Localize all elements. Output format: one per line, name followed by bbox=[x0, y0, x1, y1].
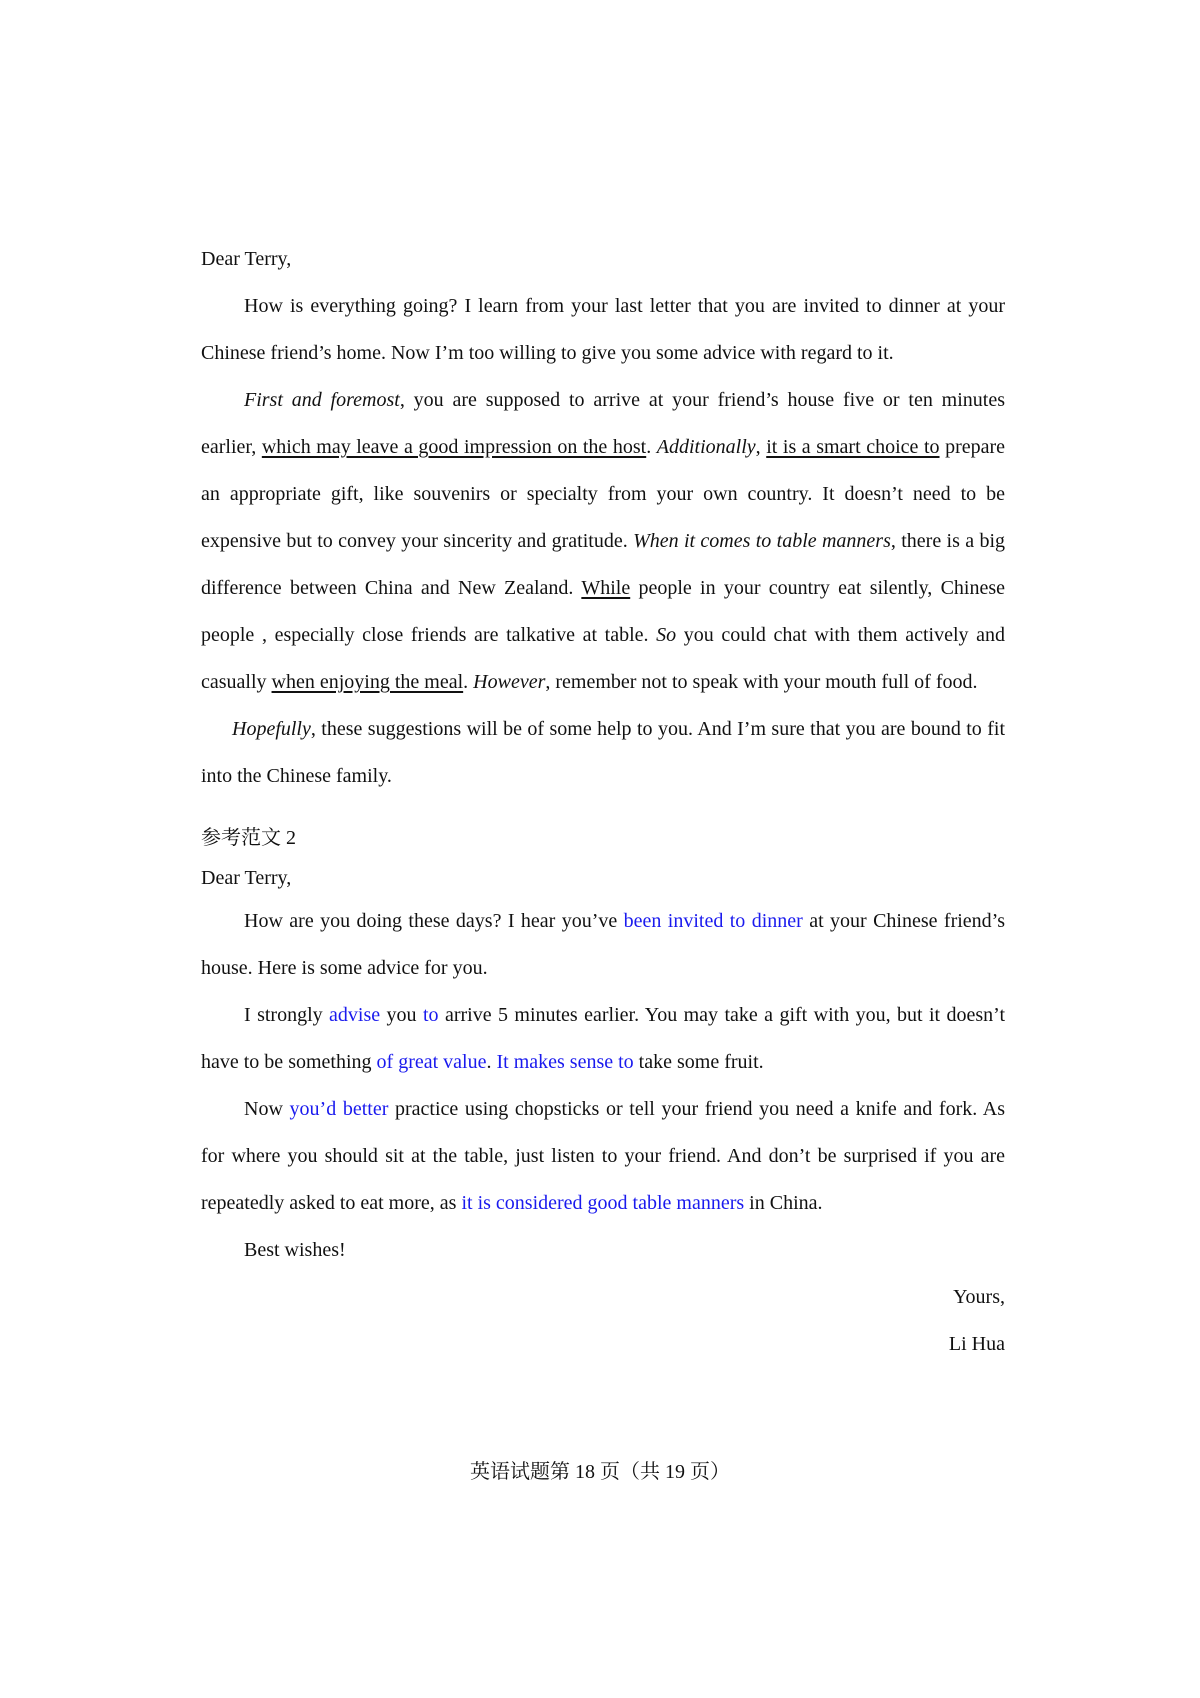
text-run: How are you doing these days? I hear you’ve bbox=[244, 910, 624, 932]
text-run: , remember not to speak with your mouth full of food. bbox=[545, 671, 978, 693]
text-run: people in your country eat silently, Chinese people , especially close friends are talkative at table. bbox=[201, 577, 1005, 646]
text-run: at your Chinese friend’s house. Here is some advice for you. bbox=[201, 910, 1005, 979]
letter2-signature: Li Hua bbox=[948, 1333, 1005, 1355]
text-run: , you are supposed to arrive at your friend’s house five or ten minutes earlier, bbox=[201, 389, 1005, 458]
italic-phrase: When it comes to table manners bbox=[633, 530, 891, 552]
text-run: I strongly bbox=[244, 1004, 330, 1026]
letter2-salutation: Dear Terry, bbox=[201, 867, 292, 889]
sample-essay-heading: 参考范文 2 bbox=[201, 827, 296, 849]
underlined-phrase: it is a smart choice to bbox=[766, 436, 940, 458]
text-run: take some fruit. bbox=[633, 1051, 764, 1073]
highlighted-phrase: of great value bbox=[376, 1051, 487, 1073]
letter1-paragraph-3 bbox=[201, 706, 1005, 800]
italic-phrase: First and foremost bbox=[244, 389, 400, 411]
italic-phrase: However bbox=[473, 671, 546, 693]
highlighted-phrase: It makes sense to bbox=[496, 1051, 634, 1073]
letter2-signoff: Yours, bbox=[953, 1286, 1005, 1308]
text-run: prepare an appropriate gift, like souvenirs or specialty from your own country. It doesn’t need to be expensive but to convey your sincerity and gratitude. bbox=[201, 436, 1006, 552]
italic-phrase: Hopefully bbox=[232, 718, 311, 740]
letter1-paragraph-2 bbox=[201, 377, 1005, 706]
text-run: How is everything going? I learn from your last letter that you are invited to dinner at your Chinese friend’s home. Now I’m too willing to give you some advice with regard to it. bbox=[201, 295, 1005, 364]
highlighted-phrase: to bbox=[422, 1004, 439, 1026]
text-run: . bbox=[486, 1051, 497, 1073]
text-run: you could chat with them actively and casually bbox=[201, 624, 1006, 693]
letter1-paragraph-1 bbox=[201, 283, 1005, 377]
highlighted-phrase: been invited to dinner bbox=[623, 910, 803, 932]
highlighted-phrase: it is considered good table manners bbox=[461, 1192, 745, 1214]
underlined-phrase: While bbox=[581, 577, 631, 599]
text-run: , there is a big difference between China and New Zealand. bbox=[201, 530, 1005, 599]
text-run: you bbox=[380, 1004, 423, 1026]
underlined-phrase: which may leave a good impression on the host bbox=[261, 436, 647, 458]
letter2-paragraph-1 bbox=[201, 898, 1005, 992]
letter1-salutation: Dear Terry, bbox=[201, 248, 292, 270]
text-run: in China. bbox=[744, 1192, 823, 1214]
underlined-phrase: when enjoying the meal bbox=[271, 671, 464, 693]
highlighted-phrase: advise bbox=[329, 1004, 381, 1026]
italic-phrase: Additionally bbox=[656, 436, 756, 458]
text-run: arrive 5 minutes earlier. You may take a gift with you, but it doesn’t have to be something bbox=[201, 1004, 1006, 1073]
document-body bbox=[201, 236, 1005, 1368]
text-run: . bbox=[463, 671, 474, 693]
letter2-paragraph-2 bbox=[201, 992, 1005, 1086]
highlighted-phrase: you’d better bbox=[289, 1098, 389, 1120]
letter2-paragraph-3 bbox=[201, 1086, 1005, 1227]
text-run: . bbox=[646, 436, 657, 458]
text-run: practice using chopsticks or tell your friend you need a knife and fork. As for where you should sit at the table, just listen to your friend. And don’t be surprised if you are repeatedly asked to eat more, as bbox=[201, 1098, 1005, 1214]
letter2-closing: Best wishes! bbox=[244, 1239, 346, 1261]
page-footer: 英语试题第 18 页（共 19 页） bbox=[470, 1461, 730, 1483]
text-run: , these suggestions will be of some help to you. And I’m sure that you are bound to fit into the Chinese family. bbox=[201, 718, 1005, 787]
italic-phrase: So bbox=[656, 624, 677, 646]
text-run: , bbox=[755, 436, 767, 458]
text-run: Now bbox=[244, 1098, 290, 1120]
